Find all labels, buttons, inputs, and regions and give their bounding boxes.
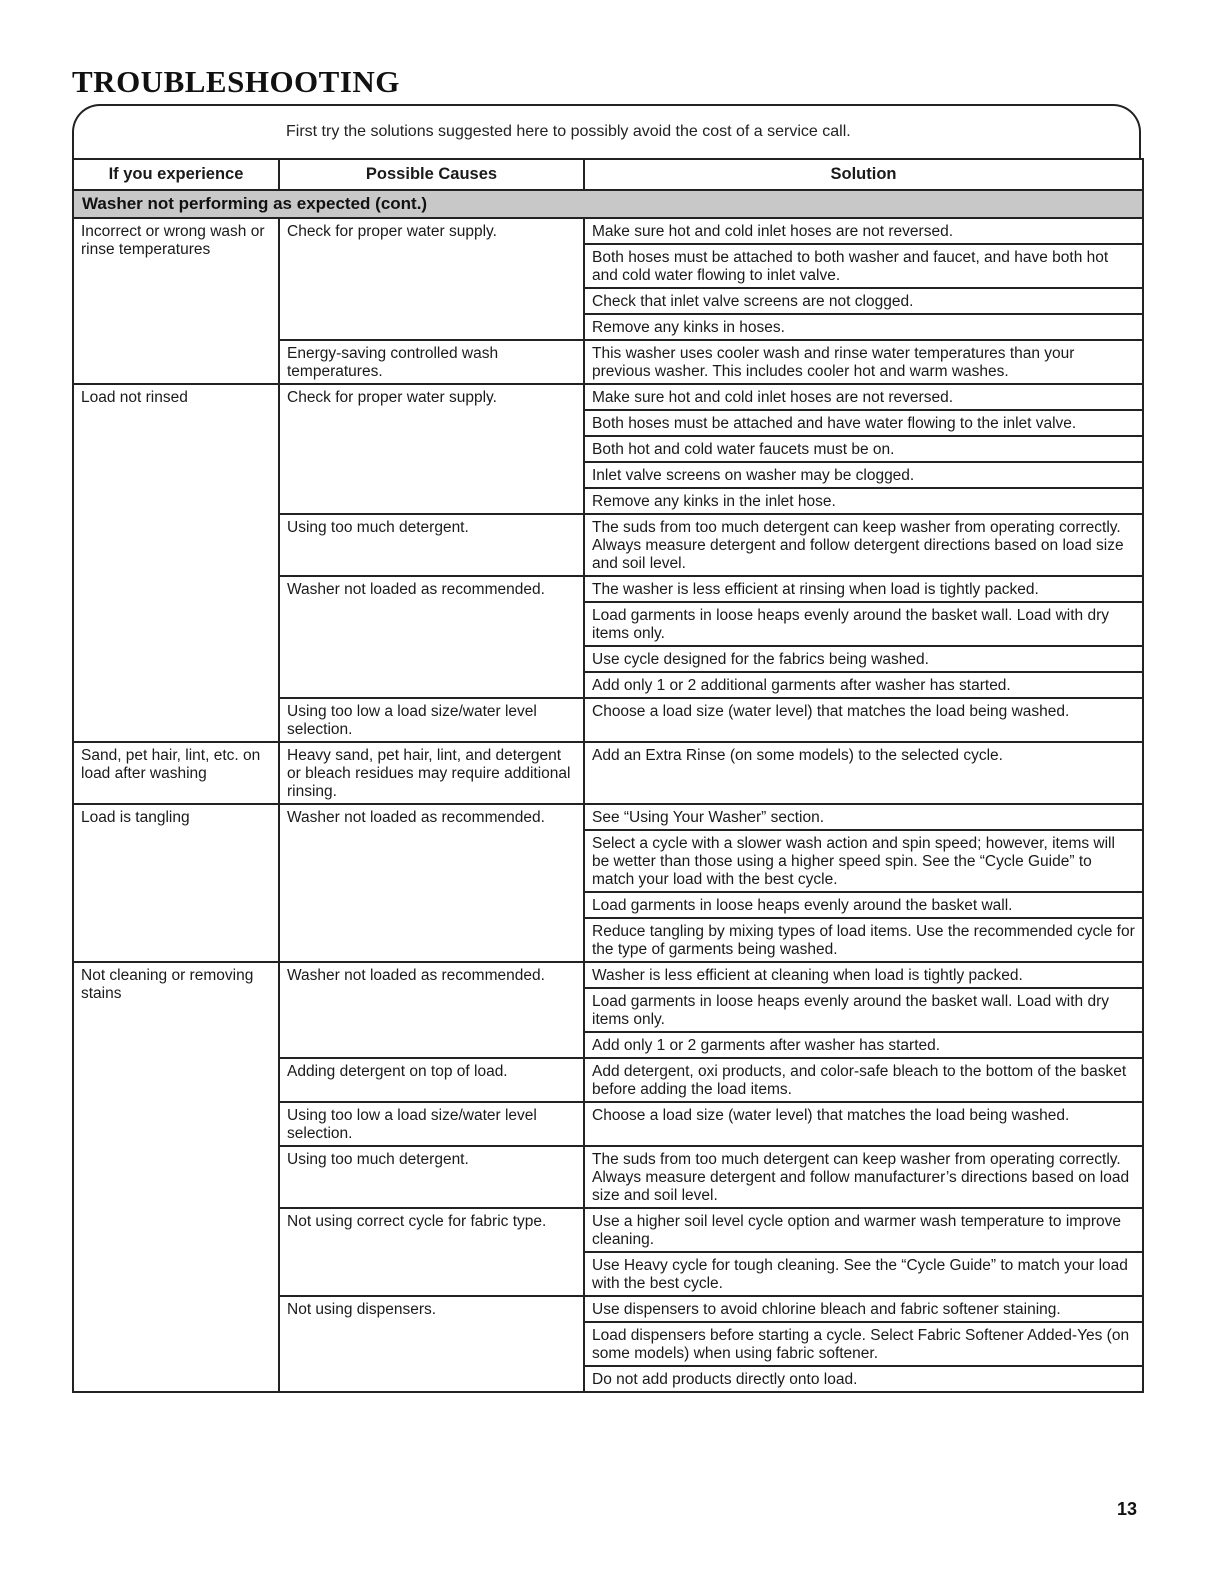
cause-cell: Using too low a load size/water level selection. bbox=[279, 698, 584, 742]
solution-cell: The suds from too much detergent can keep washer from operating correctly. Always measure detergent and follow detergent directions based on load size and soil level. bbox=[584, 514, 1143, 576]
solution-cell: The washer is less efficient at rinsing when load is tightly packed. bbox=[584, 576, 1143, 602]
page-number: 13 bbox=[1117, 1499, 1138, 1519]
header-solution: Solution bbox=[584, 159, 1143, 190]
solution-cell: Both hot and cold water faucets must be on. bbox=[584, 436, 1143, 462]
solution-cell: Add an Extra Rinse (on some models) to the selected cycle. bbox=[584, 742, 1143, 804]
solution-cell: Make sure hot and cold inlet hoses are not reversed. bbox=[584, 384, 1143, 410]
table-row bbox=[73, 962, 1143, 988]
solution-cell: Load garments in loose heaps evenly around the basket wall. Load with dry items only. bbox=[584, 988, 1143, 1032]
cause-cell: Heavy sand, pet hair, lint, and detergent or bleach residues may require additional rinsing. bbox=[279, 742, 584, 804]
cause-cell: Not using correct cycle for fabric type. bbox=[279, 1208, 584, 1296]
cause-cell: Using too much detergent. bbox=[279, 514, 584, 576]
section-row bbox=[73, 190, 1143, 218]
solution-cell: Choose a load size (water level) that matches the load being washed. bbox=[584, 698, 1143, 742]
cause-cell: Washer not loaded as recommended. bbox=[279, 576, 584, 698]
table-row bbox=[73, 742, 1143, 804]
experience-cell: Load not rinsed bbox=[73, 384, 279, 742]
solution-cell: Washer is less efficient at cleaning when load is tightly packed. bbox=[584, 962, 1143, 988]
cause-cell: Not using dispensers. bbox=[279, 1296, 584, 1392]
cause-cell: Energy-saving controlled wash temperatures. bbox=[279, 340, 584, 384]
solution-cell: Remove any kinks in hoses. bbox=[584, 314, 1143, 340]
section-title: Washer not performing as expected (cont.) bbox=[73, 190, 1143, 218]
table-row bbox=[73, 384, 1143, 410]
solution-cell: Load dispensers before starting a cycle. Select Fabric Softener Added-Yes (on some models) when using fabric softener. bbox=[584, 1322, 1143, 1366]
solution-cell: Use Heavy cycle for tough cleaning. See the “Cycle Guide” to match your load with the best cycle. bbox=[584, 1252, 1143, 1296]
solution-cell: Choose a load size (water level) that matches the load being washed. bbox=[584, 1102, 1143, 1146]
solution-cell: Reduce tangling by mixing types of load items. Use the recommended cycle for the type of garments being washed. bbox=[584, 918, 1143, 962]
solution-cell: Both hoses must be attached to both washer and faucet, and have both hot and cold water flowing to inlet valve. bbox=[584, 244, 1143, 288]
header-possible-causes: Possible Causes bbox=[279, 159, 584, 190]
intro-text: First try the solutions suggested here to possibly avoid the cost of a service call. bbox=[286, 123, 851, 140]
experience-cell: Not cleaning or removing stains bbox=[73, 962, 279, 1392]
solution-cell: Load garments in loose heaps evenly around the basket wall. bbox=[584, 892, 1143, 918]
solution-cell: Use dispensers to avoid chlorine bleach and fabric softener staining. bbox=[584, 1296, 1143, 1322]
page-title: TROUBLESHOOTING bbox=[72, 64, 400, 99]
cause-cell: Using too much detergent. bbox=[279, 1146, 584, 1208]
experience-cell: Incorrect or wrong wash or rinse temperatures bbox=[73, 218, 279, 384]
solution-cell: Use a higher soil level cycle option and warmer wash temperature to improve cleaning. bbox=[584, 1208, 1143, 1252]
header-if-you-experience: If you experience bbox=[73, 159, 279, 190]
solution-cell: This washer uses cooler wash and rinse water temperatures than your previous washer. This includes cooler hot and warm washes. bbox=[584, 340, 1143, 384]
table-row bbox=[73, 218, 1143, 244]
cause-cell: Check for proper water supply. bbox=[279, 384, 584, 514]
cause-cell: Using too low a load size/water level selection. bbox=[279, 1102, 584, 1146]
solution-cell: Add only 1 or 2 additional garments after washer has started. bbox=[584, 672, 1143, 698]
solution-cell: Use cycle designed for the fabrics being washed. bbox=[584, 646, 1143, 672]
experience-cell: Sand, pet hair, lint, etc. on load after washing bbox=[73, 742, 279, 804]
solution-cell: The suds from too much detergent can keep washer from operating correctly. Always measure detergent and follow manufacturer’s directions based on load size and soil level. bbox=[584, 1146, 1143, 1208]
solution-cell: Both hoses must be attached and have water flowing to the inlet valve. bbox=[584, 410, 1143, 436]
solution-cell: Add only 1 or 2 garments after washer has started. bbox=[584, 1032, 1143, 1058]
cause-cell: Check for proper water supply. bbox=[279, 218, 584, 340]
cause-cell: Adding detergent on top of load. bbox=[279, 1058, 584, 1102]
solution-cell: Select a cycle with a slower wash action and spin speed; however, items will be wetter than those using a higher speed spin. See the “Cycle Guide” to match your load with the best cycle. bbox=[584, 830, 1143, 892]
solution-cell: Load garments in loose heaps evenly around the basket wall. Load with dry items only. bbox=[584, 602, 1143, 646]
solution-cell: Inlet valve screens on washer may be clogged. bbox=[584, 462, 1143, 488]
table-header-row bbox=[73, 159, 1143, 190]
solution-cell: Make sure hot and cold inlet hoses are not reversed. bbox=[584, 218, 1143, 244]
experience-cell: Load is tangling bbox=[73, 804, 279, 962]
solution-cell: Check that inlet valve screens are not clogged. bbox=[584, 288, 1143, 314]
table-row bbox=[73, 804, 1143, 830]
solution-cell: Add detergent, oxi products, and color-safe bleach to the bottom of the basket before adding the load items. bbox=[584, 1058, 1143, 1102]
solution-cell: Do not add products directly onto load. bbox=[584, 1366, 1143, 1392]
cause-cell: Washer not loaded as recommended. bbox=[279, 804, 584, 962]
troubleshooting-table bbox=[72, 158, 1144, 1393]
solution-cell: Remove any kinks in the inlet hose. bbox=[584, 488, 1143, 514]
solution-cell: See “Using Your Washer” section. bbox=[584, 804, 1143, 830]
cause-cell: Washer not loaded as recommended. bbox=[279, 962, 584, 1058]
